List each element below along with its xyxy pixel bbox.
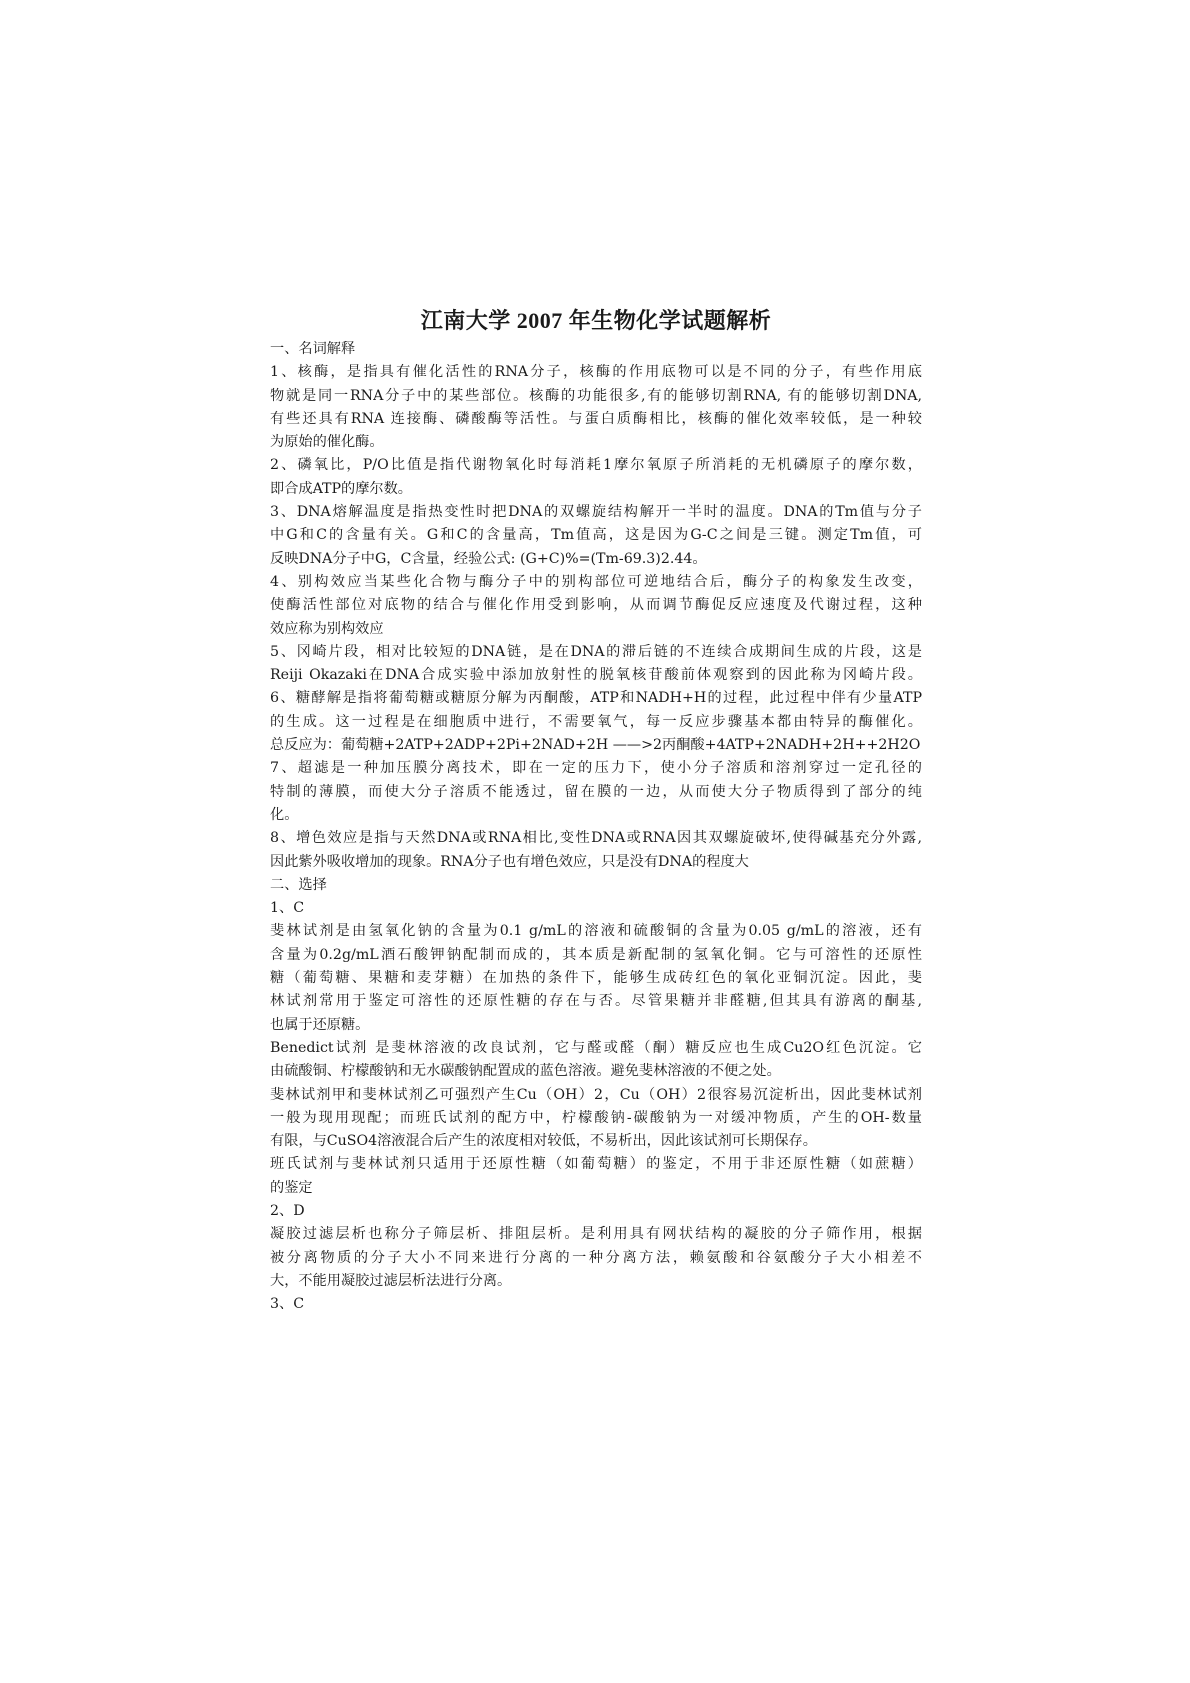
text-line: 1、核酶，是指具有催化活性的RNA分子，核酶的作用底物可以是不同的分子，有些作用底 — [270, 364, 922, 381]
text-line: 3、DNA熔解温度是指热变性时把DNA的双螺旋结构解开一半时的温度。DNA的Tm值与分子 — [270, 504, 922, 521]
text-line: 斐林试剂是由氢氧化钠的含量为0.1 g/mL的溶液和硫酸铜的含量为0.05 g/mL的溶液，还有 — [270, 923, 922, 940]
text-line: 一、名词解释 — [270, 341, 356, 357]
text-line: 斐林试剂甲和斐林试剂乙可强烈产生Cu（OH）2，Cu（OH）2很容易沉淀析出，因此斐林试剂 — [270, 1086, 922, 1103]
text-line: 5、冈崎片段，相对比较短的DNA链，是在DNA的滞后链的不连续合成期间生成的片段，这是 — [270, 643, 922, 660]
text-line: 物就是同一RNA分子中的某些部位。核酶的功能很多,有的能够切割RNA, 有的能够切割DNA, — [270, 387, 922, 404]
text-line: 中G和C的含量有关。G和C的含量高，Tm值高，这是因为G-C之间是三键。测定Tm值，可 — [270, 527, 922, 544]
text-line: 有些还具有RNA 连接酶、磷酸酶等活性。与蛋白质酶相比，核酶的催化效率较低，是一种较 — [270, 410, 922, 427]
text-line: 总反应为：葡萄糖+2ATP+2ADP+2Pi+2NAD+2H ——>2丙酮酸+4ATP+2NADH+2H++2H2O — [270, 737, 921, 754]
text-line: 为原始的催化酶。 — [270, 434, 384, 451]
text-line: 也属于还原糖。 — [270, 1016, 370, 1033]
text-line: Benedict试剂 是斐林溶液的改良试剂，它与醛或醛（酮）糖反应也生成Cu2O红色沉淀。它 — [270, 1039, 922, 1056]
text-line: 7、超滤是一种加压膜分离技术，即在一定的压力下，使小分子溶质和溶剂穿过一定孔径的 — [270, 760, 922, 777]
text-line: 4、别构效应当某些化合物与酶分子中的别构部位可逆地结合后，酶分子的构象发生改变， — [270, 573, 922, 590]
text-line: 二、选择 — [270, 876, 327, 893]
text-line: 反映DNA分子中G，C含量，经验公式: (G+C)%=(Tm-69.3)2.44。 — [270, 550, 707, 567]
text-line: 化。 — [270, 806, 299, 823]
text-line: 被分离物质的分子大小不同来进行分离的一种分离方法，赖氨酸和谷氨酸分子大小相差不 — [270, 1249, 922, 1266]
text-line: 使酶活性部位对底物的结合与催化作用受到影响，从而调节酶促反应速度及代谢过程，这种 — [270, 597, 922, 614]
text-line: 2、D — [270, 1202, 305, 1219]
text-line: 一般为现用现配；而班氏试剂的配方中，柠檬酸钠-碳酸钠为一对缓冲物质，产生的OH-数量 — [270, 1109, 922, 1126]
text-line: 的生成。这一过程是在细胞质中进行，不需要氧气，每一反应步骤基本都由特异的酶催化。 — [270, 713, 922, 730]
text-line: 因此紫外吸收增加的现象。RNA分子也有增色效应，只是没有DNA的程度大 — [270, 853, 749, 870]
text-line: 效应称为别构效应 — [270, 620, 384, 637]
text-line: 8、增色效应是指与天然DNA或RNA相比,变性DNA或RNA因其双螺旋破坏,使得碱基充分外露, — [270, 830, 922, 847]
text-line: 由硫酸铜、柠檬酸钠和无水碳酸钠配置成的蓝色溶液。避免斐林溶液的不便之处。 — [270, 1063, 781, 1080]
text-line: 2、磷氧比，P/O比值是指代谢物氧化时每消耗1摩尔氧原子所消耗的无机磷原子的摩尔数， — [270, 457, 922, 474]
text-line: Reiji Okazaki在DNA合成实验中添加放射性的脱氧核苷酸前体观察到的因此称为冈崎片段。 — [270, 667, 922, 684]
text-line: 大，不能用凝胶过滤层析法进行分离。 — [270, 1272, 512, 1289]
document-page — [270, 306, 922, 1316]
text-line: 即合成ATP的摩尔数。 — [270, 480, 412, 497]
text-line: 特制的薄膜，而使大分子溶质不能透过，留在膜的一边，从而使大分子物质得到了部分的纯 — [270, 783, 922, 800]
document-title: 江南大学 2007 年生物化学试题解析 — [420, 308, 772, 333]
text-line: 的鉴定 — [270, 1179, 313, 1196]
text-line: 糖（葡萄糖、果糖和麦芽糖）在加热的条件下，能够生成砖红色的氧化亚铜沉淀。因此，斐 — [270, 970, 922, 987]
text-line: 凝胶过滤层析也称分子筛层析、排阻层析。是利用具有网状结构的凝胶的分子筛作用，根据 — [270, 1226, 922, 1243]
text-line: 林试剂常用于鉴定可溶性的还原性糖的存在与否。尽管果糖并非醛糖,但其具有游离的酮基, — [270, 993, 922, 1010]
document-body — [270, 338, 922, 1316]
text-line: 1、C — [270, 900, 305, 917]
text-line: 班氏试剂与斐林试剂只适用于还原性糖（如葡萄糖）的鉴定，不用于非还原性糖（如蔗糖） — [270, 1156, 922, 1173]
text-line: 6、糖酵解是指将葡萄糖或糖原分解为丙酮酸，ATP和NADH+H的过程，此过程中伴有少量ATP — [270, 690, 922, 707]
text-line: 含量为0.2g/mL酒石酸钾钠配制而成的，其本质是新配制的氢氧化铜。它与可溶性的还原性 — [270, 946, 922, 963]
text-line: 3、C — [270, 1296, 305, 1313]
text-line: 有限，与CuSO4溶液混合后产生的浓度相对较低，不易析出，因此该试剂可长期保存。 — [270, 1133, 817, 1150]
